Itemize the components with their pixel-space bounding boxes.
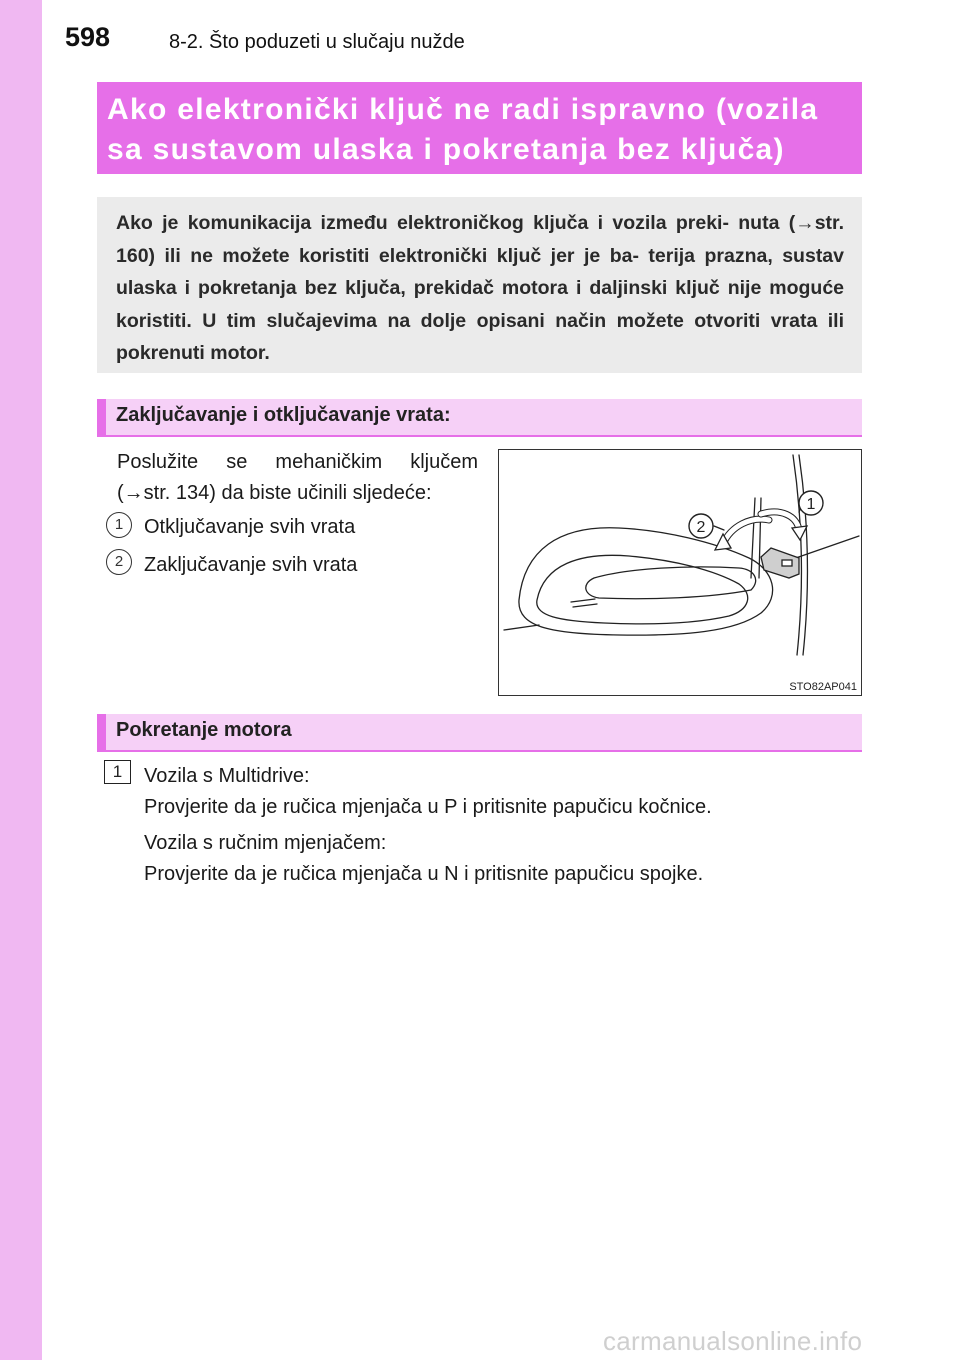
side-color-strip [0, 0, 42, 1360]
title-line-1: Ako elektronički ključ ne radi ispravno (vozila [107, 93, 819, 126]
intro-line: motora i daljinski ključ nije moguće koristiti. U tim slučajevima [116, 277, 845, 332]
multidrive-label: Vozila s Multidrive: [144, 765, 310, 787]
door-handle-illustration [499, 450, 860, 694]
intro-line: Ako je komunikacija između elektroničkog ključa i vozila preki- [116, 212, 729, 234]
running-header: 8-2. Što poduzeti u slučaju nužde [169, 31, 465, 53]
item-text-unlock: Otključavanje svih vrata [144, 516, 356, 538]
item-marker-2: 2 [106, 549, 132, 575]
intro-line: nuta (→str. 160) ili ne možete koristiti elektronički ključ jer je ba- [116, 212, 844, 267]
title-line-2: sa sustavom ulaska i pokretanja bez ključa) [107, 133, 785, 166]
manual-label: Vozila s ručnim mjenjačem: [144, 832, 387, 854]
door-handle-figure [498, 449, 862, 696]
figure-callout-2 [689, 514, 713, 538]
section-heading-doors: Zaključavanje i otključavanje vrata: [97, 399, 862, 437]
intro-box [97, 197, 862, 373]
callout-1-label: 1 [806, 496, 816, 513]
item-marker-1: 1 [106, 512, 132, 538]
manual-instruction: Provjerite da je ručica mjenjača u N i pritisnite papučicu spojke. [144, 863, 704, 885]
intro-line: terija prazna, sustav ulaska i pokretanja bez ključa, prekidač [116, 244, 844, 299]
figure-code: STO82AP041 [789, 681, 857, 693]
page-number: 598 [65, 22, 111, 52]
step-marker-1: 1 [104, 760, 131, 784]
watermark: carmanualsonline.info [603, 1326, 863, 1356]
figure-callout-1 [799, 491, 823, 515]
doors-paragraph-line-1: Poslužite se mehaničkim ključem [117, 451, 478, 473]
section-heading-engine: Pokretanje motora [97, 714, 862, 752]
multidrive-instruction: Provjerite da je ručica mjenjača u P i pritisnite papučicu kočnice. [144, 796, 712, 818]
intro-text [116, 207, 844, 370]
callout-2-label: 2 [696, 519, 706, 536]
doors-paragraph-line-2: (→str. 134) da biste učinili sljedeće: [117, 482, 432, 504]
item-text-lock: Zaključavanje svih vrata [144, 554, 358, 576]
title-banner [97, 82, 862, 174]
intro-line: na dolje opisani način možete otvoriti vrata ili pokrenuti motor. [116, 309, 845, 364]
